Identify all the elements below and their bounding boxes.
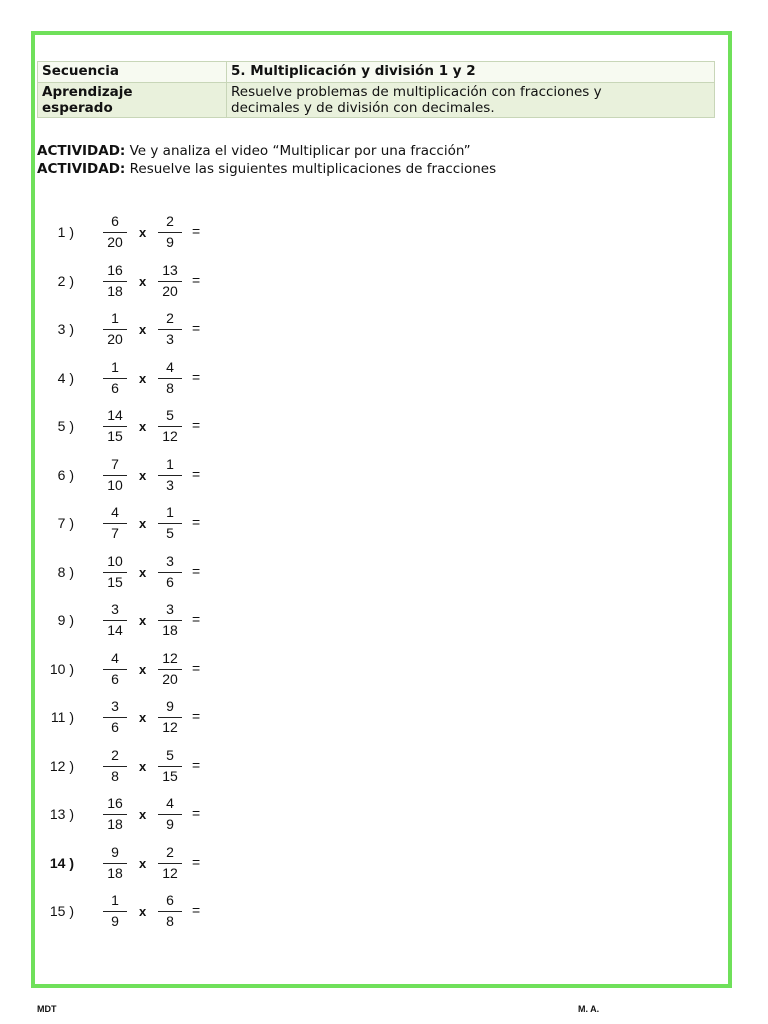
fraction-a-denominator: 18 — [107, 283, 123, 299]
activities — [37, 142, 496, 178]
learning-label-line1: Aprendizaje — [42, 84, 133, 100]
fraction-b-denominator: 12 — [162, 428, 178, 444]
fraction-a — [103, 747, 127, 784]
equals-sign: = — [192, 708, 201, 724]
fraction-a-numerator: 14 — [107, 407, 123, 423]
fraction-b — [158, 359, 182, 396]
fraction-a-numerator: 1 — [111, 310, 119, 326]
fraction-b — [158, 310, 182, 347]
equals-sign: = — [192, 563, 201, 579]
fraction-b — [158, 795, 182, 832]
problem-row — [36, 844, 236, 884]
problem-number: 7 ) — [57, 515, 74, 531]
problem-number: 11 ) — [50, 709, 74, 725]
fraction-b-numerator: 5 — [166, 747, 174, 763]
problem-number: 4 ) — [57, 370, 74, 386]
fraction-a-numerator: 6 — [111, 213, 119, 229]
header-row-sequence — [38, 62, 715, 83]
fraction-a-denominator: 9 — [111, 913, 119, 929]
sequence-label: Secuencia — [38, 62, 227, 83]
problem-row — [36, 698, 236, 738]
fraction-b — [158, 698, 182, 735]
fraction-a-numerator: 1 — [111, 892, 119, 908]
problem-number: 14 ) — [49, 855, 74, 871]
fraction-b-denominator: 8 — [166, 380, 174, 396]
fraction-a-denominator: 15 — [107, 428, 123, 444]
fraction-b — [158, 456, 182, 493]
fraction-b-denominator: 12 — [162, 719, 178, 735]
problem-row — [36, 795, 236, 835]
fraction-a-numerator: 10 — [107, 553, 123, 569]
fraction-a-denominator: 10 — [107, 477, 123, 493]
equals-sign: = — [192, 369, 201, 385]
fraction-b-numerator: 6 — [166, 892, 174, 908]
fraction-b-denominator: 6 — [166, 574, 174, 590]
fraction-b-denominator: 3 — [166, 477, 174, 493]
fraction-a-denominator: 6 — [111, 380, 119, 396]
fraction-a — [103, 698, 127, 735]
fraction-b-numerator: 2 — [166, 310, 174, 326]
equals-sign: = — [192, 417, 201, 433]
problem-number: 12 ) — [49, 758, 74, 774]
equals-sign: = — [192, 466, 201, 482]
fraction-a — [103, 310, 127, 347]
multiply-sign: x — [139, 371, 147, 386]
fraction-b-denominator: 5 — [166, 525, 174, 541]
fraction-a — [103, 892, 127, 929]
fraction-a-denominator: 6 — [111, 671, 119, 687]
fraction-b — [158, 844, 182, 881]
fraction-a-numerator: 16 — [107, 795, 123, 811]
equals-sign: = — [192, 223, 201, 239]
fraction-b-denominator: 9 — [166, 234, 174, 250]
problem-row — [36, 892, 236, 932]
fraction-a-denominator: 7 — [111, 525, 119, 541]
problem-row — [36, 359, 236, 399]
equals-sign: = — [192, 854, 201, 870]
fraction-a — [103, 553, 127, 590]
fraction-b-denominator: 20 — [162, 671, 178, 687]
fraction-b-denominator: 20 — [162, 283, 178, 299]
fraction-b-denominator: 9 — [166, 816, 174, 832]
activity-1 — [37, 142, 496, 160]
equals-sign: = — [192, 757, 201, 773]
problem-row — [36, 310, 236, 350]
multiply-sign: x — [139, 856, 147, 871]
fraction-a — [103, 359, 127, 396]
fraction-b-numerator: 3 — [166, 553, 174, 569]
fraction-b — [158, 601, 182, 638]
learning-label-line2: esperado — [42, 100, 113, 116]
multiply-sign: x — [139, 565, 147, 580]
fraction-a — [103, 407, 127, 444]
sequence-value: 5. Multiplicación y división 1 y 2 — [227, 62, 715, 83]
fraction-a-denominator: 20 — [107, 331, 123, 347]
problem-row — [36, 747, 236, 787]
multiply-sign: x — [139, 710, 147, 725]
problem-number: 13 ) — [49, 806, 74, 822]
problem-number: 8 ) — [57, 564, 74, 580]
fraction-b-numerator: 4 — [166, 359, 174, 375]
multiply-sign: x — [139, 807, 147, 822]
fraction-b — [158, 504, 182, 541]
fraction-a-numerator: 3 — [111, 601, 119, 617]
fraction-a-denominator: 14 — [107, 622, 123, 638]
problem-number: 10 ) — [49, 661, 74, 677]
fraction-a-denominator: 6 — [111, 719, 119, 735]
fraction-b-numerator: 2 — [166, 213, 174, 229]
equals-sign: = — [192, 611, 201, 627]
fraction-a — [103, 456, 127, 493]
fraction-a — [103, 844, 127, 881]
fraction-b-numerator: 1 — [166, 456, 174, 472]
fraction-b — [158, 407, 182, 444]
multiply-sign: x — [139, 904, 147, 919]
problem-row — [36, 262, 236, 302]
fraction-a — [103, 795, 127, 832]
multiply-sign: x — [139, 662, 147, 677]
problem-number: 5 ) — [57, 418, 74, 434]
multiply-sign: x — [139, 419, 147, 434]
multiply-sign: x — [139, 274, 147, 289]
activity-label: ACTIVIDAD: — [37, 143, 126, 159]
problem-number: 2 ) — [57, 273, 74, 289]
learning-value-line2: decimales y de división con decimales. — [231, 100, 495, 116]
problem-number: 3 ) — [57, 321, 74, 337]
fraction-a-denominator: 8 — [111, 768, 119, 784]
problem-number: 15 ) — [49, 903, 74, 919]
multiply-sign: x — [139, 322, 147, 337]
multiply-sign: x — [139, 759, 147, 774]
fraction-b — [158, 747, 182, 784]
fraction-b — [158, 650, 182, 687]
fraction-b-denominator: 18 — [162, 622, 178, 638]
learning-value — [227, 83, 715, 118]
activity-text: Resuelve las siguientes multiplicaciones de fracciones — [125, 161, 497, 177]
fraction-a-numerator: 1 — [111, 359, 119, 375]
fraction-b-denominator: 12 — [162, 865, 178, 881]
fraction-a — [103, 650, 127, 687]
problem-row — [36, 407, 236, 447]
problem-row — [36, 601, 236, 641]
fraction-b-denominator: 8 — [166, 913, 174, 929]
fraction-b — [158, 553, 182, 590]
fraction-a-denominator: 20 — [107, 234, 123, 250]
equals-sign: = — [192, 320, 201, 336]
fraction-a-numerator: 9 — [111, 844, 119, 860]
fraction-a-numerator: 4 — [111, 504, 119, 520]
activity-2 — [37, 160, 496, 178]
problem-row — [36, 456, 236, 496]
fraction-a-numerator: 3 — [111, 698, 119, 714]
fraction-a-numerator: 7 — [111, 456, 119, 472]
fraction-b — [158, 262, 182, 299]
problem-row — [36, 650, 236, 690]
fraction-b-denominator: 3 — [166, 331, 174, 347]
multiply-sign: x — [139, 468, 147, 483]
problem-row — [36, 504, 236, 544]
problem-number: 6 ) — [57, 467, 74, 483]
fraction-b — [158, 892, 182, 929]
fraction-a-numerator: 16 — [107, 262, 123, 278]
footer-right: M. A. — [578, 1004, 600, 1014]
problem-number: 1 ) — [57, 224, 74, 240]
fraction-b-numerator: 3 — [166, 601, 174, 617]
fraction-a-denominator: 18 — [107, 865, 123, 881]
learning-value-line1: Resuelve problemas de multiplicación con fracciones y — [231, 84, 602, 100]
fraction-a-numerator: 4 — [111, 650, 119, 666]
problem-number: 9 ) — [57, 612, 74, 628]
fraction-b-numerator: 4 — [166, 795, 174, 811]
header-row-learning — [38, 83, 715, 118]
fraction-b-numerator: 13 — [162, 262, 178, 278]
footer-left: MDT — [37, 1004, 57, 1014]
fraction-a — [103, 601, 127, 638]
header-table — [37, 61, 715, 118]
fraction-a-numerator: 2 — [111, 747, 119, 763]
fraction-b — [158, 213, 182, 250]
fraction-a-denominator: 18 — [107, 816, 123, 832]
problem-row — [36, 553, 236, 593]
fraction-b-numerator: 9 — [166, 698, 174, 714]
fraction-b-numerator: 12 — [162, 650, 178, 666]
activity-text: Ve y analiza el video “Multiplicar por una fracción” — [125, 143, 471, 159]
equals-sign: = — [192, 902, 201, 918]
fraction-a — [103, 213, 127, 250]
equals-sign: = — [192, 272, 201, 288]
equals-sign: = — [192, 660, 201, 676]
multiply-sign: x — [139, 613, 147, 628]
fraction-a — [103, 504, 127, 541]
problem-row — [36, 213, 236, 253]
fraction-a-denominator: 15 — [107, 574, 123, 590]
learning-label — [38, 83, 227, 118]
equals-sign: = — [192, 514, 201, 530]
equals-sign: = — [192, 805, 201, 821]
fraction-b-numerator: 5 — [166, 407, 174, 423]
multiply-sign: x — [139, 516, 147, 531]
fraction-b-denominator: 15 — [162, 768, 178, 784]
activity-label: ACTIVIDAD: — [37, 161, 126, 177]
fraction-b-numerator: 1 — [166, 504, 174, 520]
fraction-b-numerator: 2 — [166, 844, 174, 860]
multiply-sign: x — [139, 225, 147, 240]
fraction-a — [103, 262, 127, 299]
